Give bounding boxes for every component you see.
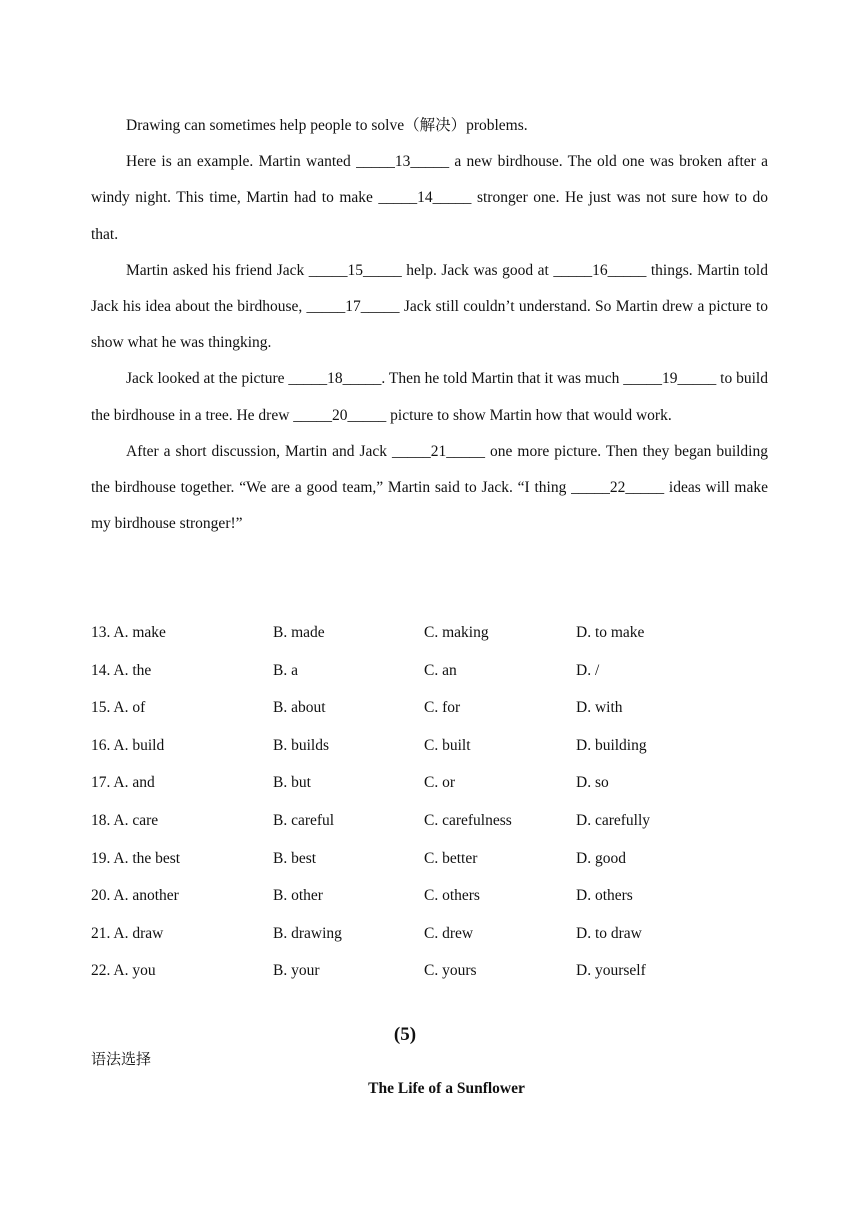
option-a: 14. A. the	[91, 661, 152, 679]
passage-paragraph: Martin asked his friend Jack _____15_____ help. Jack was good at _____16_____ things. Martin told Jack his idea about the birdhouse, _____17_____ Jack still couldn’t understand. So Martin drew a picture to show what he was thingking.	[91, 261, 768, 352]
question-row	[91, 840, 768, 878]
passage-paragraph: Here is an example. Martin wanted _____13_____ a new birdhouse. The old one was broken after a windy night. This time, Martin had to make _____14_____ stronger one. He just was not sure how to do that.	[91, 153, 768, 243]
option-b: B. a	[273, 661, 298, 679]
option-a: 16. A. build	[91, 736, 165, 754]
question-row	[91, 614, 768, 652]
question-row	[91, 727, 768, 765]
option-c: C. or	[424, 774, 455, 792]
option-d: D. so	[576, 774, 609, 792]
option-d: D. /	[576, 661, 600, 679]
question-row	[91, 915, 768, 953]
option-c: C. carefulness	[424, 811, 512, 829]
passage-paragraph: Drawing can sometimes help people to solve（解决）problems.	[126, 117, 528, 134]
question-row	[91, 877, 768, 915]
question-row	[91, 652, 768, 690]
passage-paragraph: After a short discussion, Martin and Jack _____21_____ one more picture. Then they began building the birdhouse together. “We are a good team,” Martin said to Jack. “I thing _____22_____ ideas will make my birdhouse stronger!”	[91, 442, 768, 533]
option-b: B. but	[273, 774, 311, 792]
question-row	[91, 689, 768, 727]
option-b: B. best	[273, 849, 317, 867]
option-a: 22. A. you	[91, 962, 156, 980]
option-d: D. good	[576, 849, 626, 867]
section-number: (5)	[393, 1024, 417, 1045]
option-c: C. built	[424, 736, 471, 754]
option-b: B. about	[273, 699, 326, 717]
option-c: C. for	[424, 699, 461, 717]
reading-title: The Life of a Sunflower	[368, 1080, 525, 1097]
option-a: 13. A. make	[91, 624, 166, 641]
option-c: C. drew	[424, 924, 474, 942]
option-b: B. other	[273, 887, 323, 905]
passage-paragraph: Jack looked at the picture _____18_____. Then he told Martin that it was much _____19_____ to build the birdhouse in a tree. He drew _____20_____ picture to show Martin how that would work.	[91, 370, 768, 424]
option-d: D. with	[576, 699, 623, 717]
option-b: B. made	[273, 624, 325, 641]
option-c: C. an	[424, 661, 457, 679]
option-c: C. yours	[424, 962, 477, 980]
option-b: B. builds	[273, 736, 329, 754]
option-a: 17. A. and	[91, 774, 155, 792]
question-row	[91, 802, 768, 840]
option-d: D. others	[576, 887, 633, 905]
option-c: C. making	[424, 624, 489, 641]
option-c: C. others	[424, 887, 480, 905]
option-a: 20. A. another	[91, 887, 179, 905]
option-a: 15. A. of	[91, 699, 146, 717]
option-d: D. carefully	[576, 811, 651, 829]
option-b: B. drawing	[273, 924, 342, 942]
option-d: D. to make	[576, 624, 645, 641]
option-b: B. your	[273, 962, 320, 980]
cloze-passage	[91, 108, 768, 542]
answer-options	[91, 614, 768, 990]
option-a: 21. A. draw	[91, 924, 164, 942]
option-d: D. to draw	[576, 924, 642, 942]
question-row	[91, 952, 768, 990]
option-b: B. careful	[273, 811, 335, 829]
question-row	[91, 764, 768, 802]
option-a: 19. A. the best	[91, 849, 181, 867]
option-d: D. yourself	[576, 962, 646, 980]
option-c: C. better	[424, 849, 478, 867]
option-a: 18. A. care	[91, 811, 159, 829]
option-d: D. building	[576, 736, 647, 754]
section-type-label: 语法选择	[91, 1050, 152, 1068]
